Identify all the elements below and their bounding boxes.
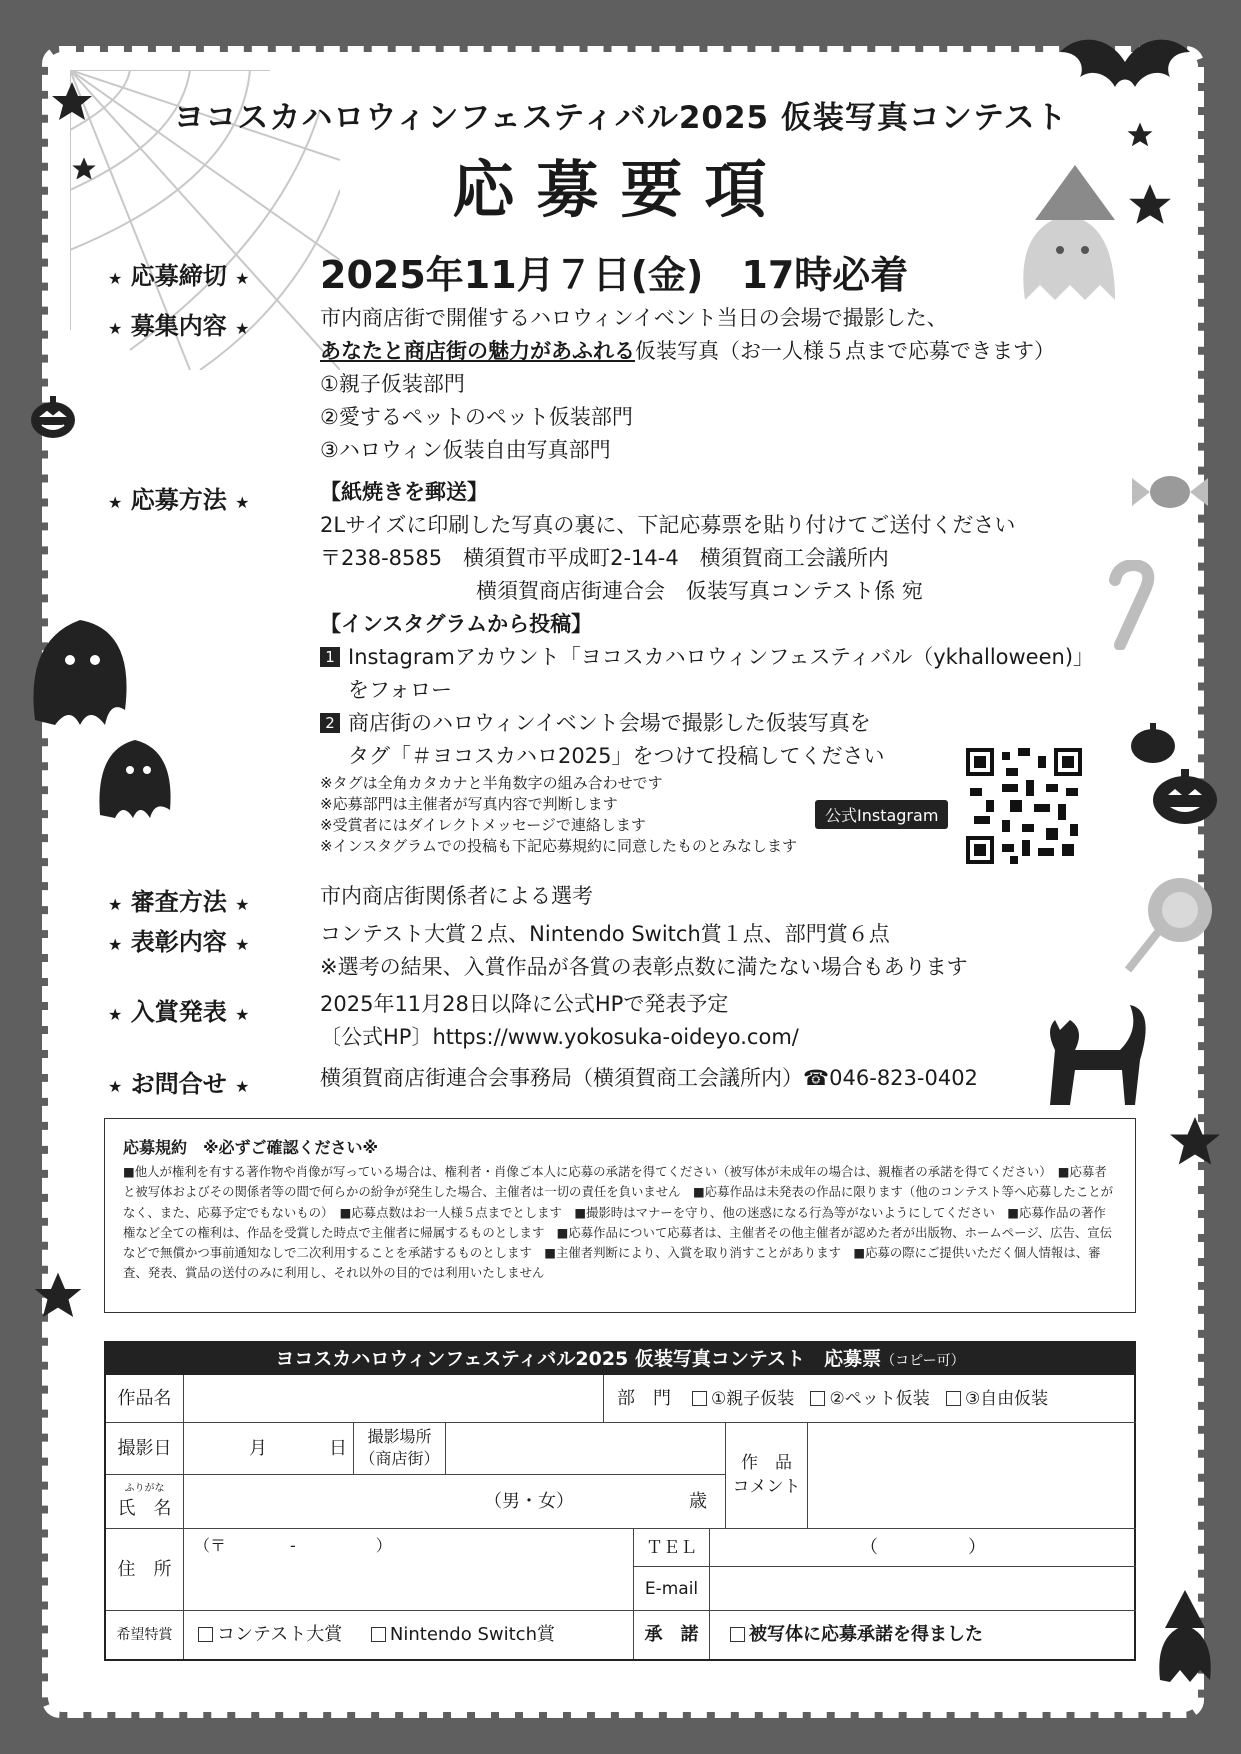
awards-line-1: コンテスト大賞２点、Nintendo Switch賞１点、部門賞６点 xyxy=(320,922,890,946)
wish-switch-prize[interactable]: Nintendo Switch賞 xyxy=(371,1624,555,1645)
place-label: 撮影場所 （商店街） xyxy=(354,1423,446,1475)
division-option-1[interactable]: ①親子仮装 xyxy=(692,1389,794,1409)
note-3: ※受賞者にはダイレクトメッセージで連絡します xyxy=(320,816,646,834)
method-label: ★ 応募方法 ★ xyxy=(108,486,250,514)
rules-title: 応募規約 ※必ずご確認ください※ xyxy=(123,1138,379,1157)
mail-line-3: 横須賀商店街連合会 仮装写真コンテスト係 宛 xyxy=(476,579,923,603)
email-field[interactable] xyxy=(710,1567,1136,1611)
announce-line-1: 2025年11月28日以降に公式HPで発表予定 xyxy=(320,992,729,1016)
division-label: 部 門 xyxy=(604,1375,684,1423)
wish-options xyxy=(184,1611,634,1659)
content-body xyxy=(320,302,1055,467)
awards-line-2: ※選考の結果、入賞作品が各賞の表彰点数に満たない場合もあります xyxy=(320,955,968,979)
application-form xyxy=(104,1341,1136,1661)
judging-value: 市内商店街関係者による選考 xyxy=(320,884,593,908)
comment-field[interactable] xyxy=(808,1423,1136,1529)
step-1: 1 Instagramアカウント「ヨコスカハロウィンフェスティバル（ykhalloween)」 xyxy=(320,641,1094,674)
contact-label: ★ お問合せ ★ xyxy=(108,1070,250,1098)
name-field[interactable]: （男・女） 歳 xyxy=(184,1475,726,1529)
judging-label: ★ 審査方法 ★ xyxy=(108,888,250,916)
date-field[interactable]: 月 日 xyxy=(184,1423,354,1475)
official-hp-link[interactable]: 〔公式HP〕https://www.yokosuka-oideyo.com/ xyxy=(320,1025,799,1049)
tel-label: ＴＥＬ xyxy=(634,1529,710,1567)
awards-body xyxy=(320,918,968,984)
comment-label: 作 品 コメント xyxy=(726,1423,808,1529)
work-name-label: 作品名 xyxy=(106,1375,184,1423)
category-1: ①親子仮装部門 xyxy=(320,372,465,396)
rules-box xyxy=(104,1118,1136,1313)
note-4: ※インスタグラムでの投稿も下記応募規約に同意したものとみなします xyxy=(320,837,797,855)
wish-grand-prize[interactable]: コンテスト大賞 xyxy=(198,1624,342,1645)
rules-body: ■他人が権利を有する著作物や肖像が写っている場合は、権利者・肖像ご本人に応募の承諾を得てください（被写体が未成年の場合は、親権者の承諾を得てください） ■応募者と被写体およびその関係者等の間で何らかの紛争が発生した場合、主催者は一切の責任を負いません ■応募作品は未発表の作品に限ります（他のコンテスト等へ応募したことがなく、また、応募予定でもないもの） ■応募点数はお一人様５点までとします ■撮影時はマナーを守り、他の迷惑になる行為等がないようにしてください ■応募作品の著作権など全ての権利は、作品を受賞した時点で主催者に帰属するものとします ■応募作品について応募者は、主催者その他主催者が認めた者が出版物、ホームページ、広告、宣伝などで無償かつ事前通知なしで二次利用することを承諾するものとします ■主催者判断により、入賞を取り消すことがあります ■応募の際にご提供いただく個人情報は、審査、発表、賞品の送付のみに利用し、それ以外の目的では利用いたしません xyxy=(123,1164,1114,1281)
mail-line-1: 2Lサイズに印刷した写真の裏に、下記応募票を貼り付けてご送付ください xyxy=(320,513,1016,537)
category-3: ③ハロウィン仮装自由写真部門 xyxy=(320,438,611,462)
step-2: 2 商店街のハロウィンイベント会場で撮影した仮装写真を xyxy=(320,707,1094,740)
instagram-heading: 【インスタグラムから投稿】 xyxy=(320,612,593,636)
name-label: ふりがな 氏 名 xyxy=(106,1475,184,1529)
note-2: ※応募部門は主催者が写真内容で判断します xyxy=(320,795,618,813)
deadline-label: ★ 応募締切 ★ xyxy=(108,262,250,290)
division-option-2[interactable]: ②ペット仮装 xyxy=(810,1389,929,1409)
form-header: ヨコスカハロウィンフェスティバル2025 仮装写真コンテスト 応募票（コピー可） xyxy=(106,1343,1134,1375)
consent-label: 承 諾 xyxy=(634,1611,710,1659)
mail-heading: 【紙焼きを郵送】 xyxy=(320,480,488,504)
qr-code-icon[interactable] xyxy=(966,748,1082,864)
content-line-1: 市内商店街で開催するハロウィンイベント当日の会場で撮影した、 xyxy=(320,306,948,330)
announce-label: ★ 入賞発表 ★ xyxy=(108,998,250,1026)
instagram-label: 公式Instagram xyxy=(815,800,948,829)
consent-checkbox[interactable]: 被写体に応募承諾を得ました xyxy=(710,1611,1136,1659)
awards-label: ★ 表彰内容 ★ xyxy=(108,928,250,956)
gender-select[interactable]: （男・女） xyxy=(484,1491,574,1512)
contest-subtitle: ヨコスカハロウィンフェスティバル2025 仮装写真コンテスト xyxy=(173,100,1068,136)
step-2-cont: タグ「＃ヨコスカハロ2025」をつけて投稿してください xyxy=(348,744,885,768)
note-1: ※タグは全角カタカナと半角数字の組み合わせです xyxy=(320,774,663,792)
place-field[interactable] xyxy=(446,1423,726,1475)
mail-line-2: 〒238-8585 横須賀市平成町2-14-4 横須賀商工会議所内 xyxy=(320,546,889,570)
page-title: 応募要項 xyxy=(452,153,789,226)
date-label: 撮影日 xyxy=(106,1423,184,1475)
address-field[interactable]: （〒 - ） xyxy=(184,1529,634,1611)
category-2: ②愛するペットのペット仮装部門 xyxy=(320,405,633,429)
division-options xyxy=(684,1375,1136,1423)
division-option-3[interactable]: ③自由仮装 xyxy=(946,1389,1048,1409)
deadline-value: 2025年11月７日(金) 17時必着 xyxy=(320,253,909,297)
content-line-2: あなたと商店街の魅力があふれる仮装写真（お一人様５点まで応募できます） xyxy=(320,339,1055,363)
contact-value: 横須賀商店街連合会事務局（横須賀商工会議所内）☎046-823-0402 xyxy=(320,1066,978,1090)
step-1-cont: をフォロー xyxy=(348,678,452,702)
content-label: ★ 募集内容 ★ xyxy=(108,312,250,340)
wish-label: 希望特賞 xyxy=(106,1611,184,1659)
address-label: 住 所 xyxy=(106,1529,184,1611)
announce-body xyxy=(320,988,799,1054)
tel-field[interactable]: （ ） xyxy=(710,1529,1136,1567)
email-label: E-mail xyxy=(634,1567,710,1611)
work-name-field[interactable] xyxy=(184,1375,604,1423)
